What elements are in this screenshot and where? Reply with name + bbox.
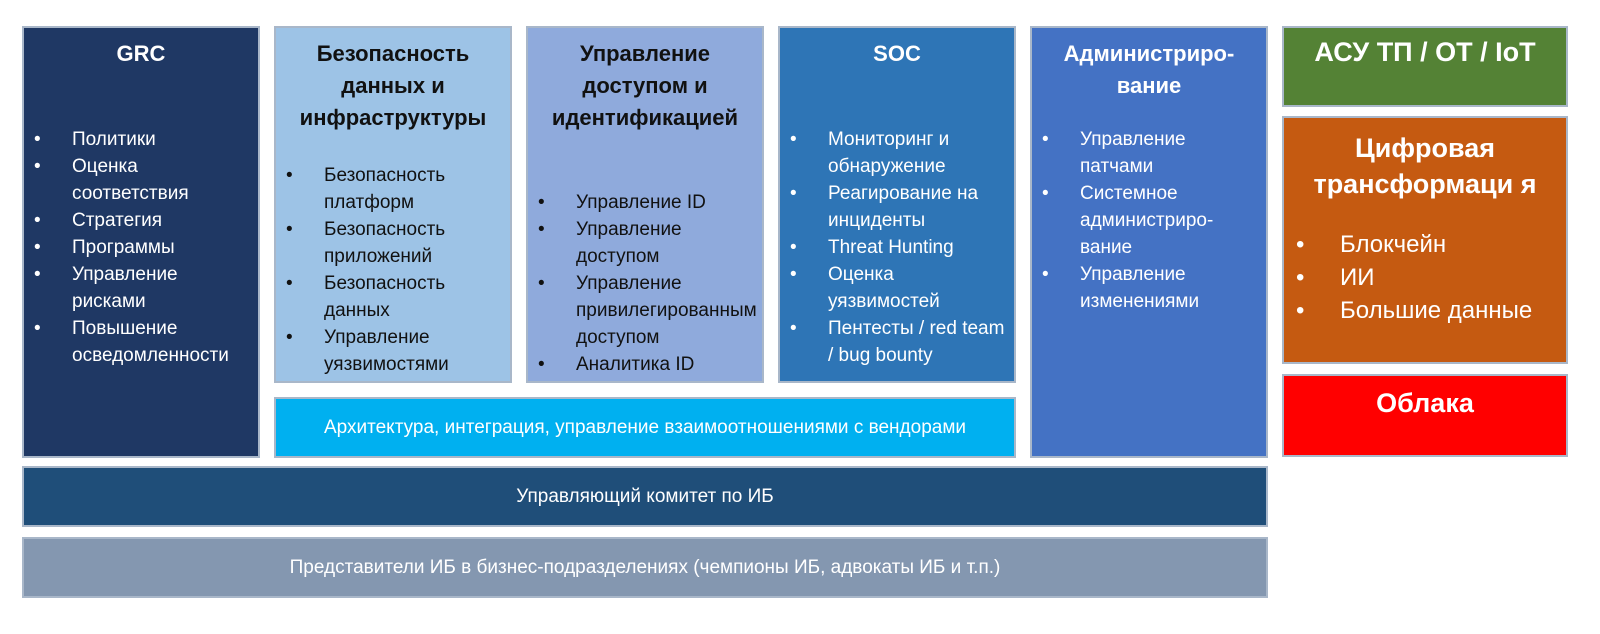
admin-title: Администриро-вание [1063,41,1235,98]
list-item: • Безопасность данных [286,270,504,324]
admin-list [1042,126,1260,315]
iam-title: Управление доступом и идентификацией [551,41,739,130]
list-item: • Управление доступом [538,216,756,270]
list-item: • Реагирование на инциденты [790,180,1008,234]
representatives-bar [22,537,1268,598]
list-item: • Управление изменениями [1042,261,1260,315]
list-item: • Программы [34,234,252,261]
architecture-bar [274,397,1016,458]
list-item: • Оценка соответствия [34,153,252,207]
list-item: • Стратегия [34,207,252,234]
list-item: • ИИ [1296,261,1560,294]
list-item: • Большие данные [1296,294,1560,327]
list-item: • Безопасность приложений [286,216,504,270]
committee-bar [22,466,1268,527]
soc-column [778,26,1016,383]
list-item: • Системное администриро-вание [1042,180,1260,261]
list-item: • Пентесты / red team / bug bounty [790,315,1008,369]
data-security-title: Безопасность данных и инфраструктуры [299,41,487,130]
grc-column [22,26,260,458]
list-item: • Управление уязвимостями [286,324,504,378]
data-security-column [274,26,512,383]
soc-list [790,126,1008,369]
iam-list [538,189,756,378]
list-item: • Аналитика ID [538,351,756,378]
grc-title: GRC [116,41,166,66]
list-item: • Threat Hunting [790,234,1008,261]
list-item: • Управление патчами [1042,126,1260,180]
admin-column [1030,26,1268,458]
iam-column [526,26,764,383]
architecture-label: Архитектура, интеграция, управление взаимоотношениями с вендорами [323,416,967,438]
list-item: • Управление ID [538,189,756,216]
soc-title: SOC [873,41,921,66]
list-item: • Политики [34,126,252,153]
list-item: • Блокчейн [1296,228,1560,261]
digital-title: Цифровая трансформаци я [1313,133,1537,199]
list-item: • Оценка уязвимостей [790,261,1008,315]
representatives-label: Представители ИБ в бизнес-подразделениях (чемпионы ИБ, адвокаты ИБ и т.п.) [289,556,1001,578]
list-item: • Управление привилегированным доступом [538,270,756,351]
cloud-box [1282,374,1568,457]
list-item: • Мониторинг и обнаружение [790,126,1008,180]
committee-label: Управляющий комитет по ИБ [516,485,774,507]
digital-list [1296,228,1560,327]
cloud-title: Облака [1376,388,1474,418]
data-security-list [286,162,504,378]
digital-box [1282,116,1568,364]
ot-box [1282,26,1568,107]
grc-list [34,126,252,369]
list-item: • Безопасность платформ [286,162,504,216]
list-item: • Повышение осведомленности [34,315,252,369]
ot-title: АСУ ТП / ОТ / IoT [1314,37,1536,67]
list-item: • Управление рисками [34,261,252,315]
